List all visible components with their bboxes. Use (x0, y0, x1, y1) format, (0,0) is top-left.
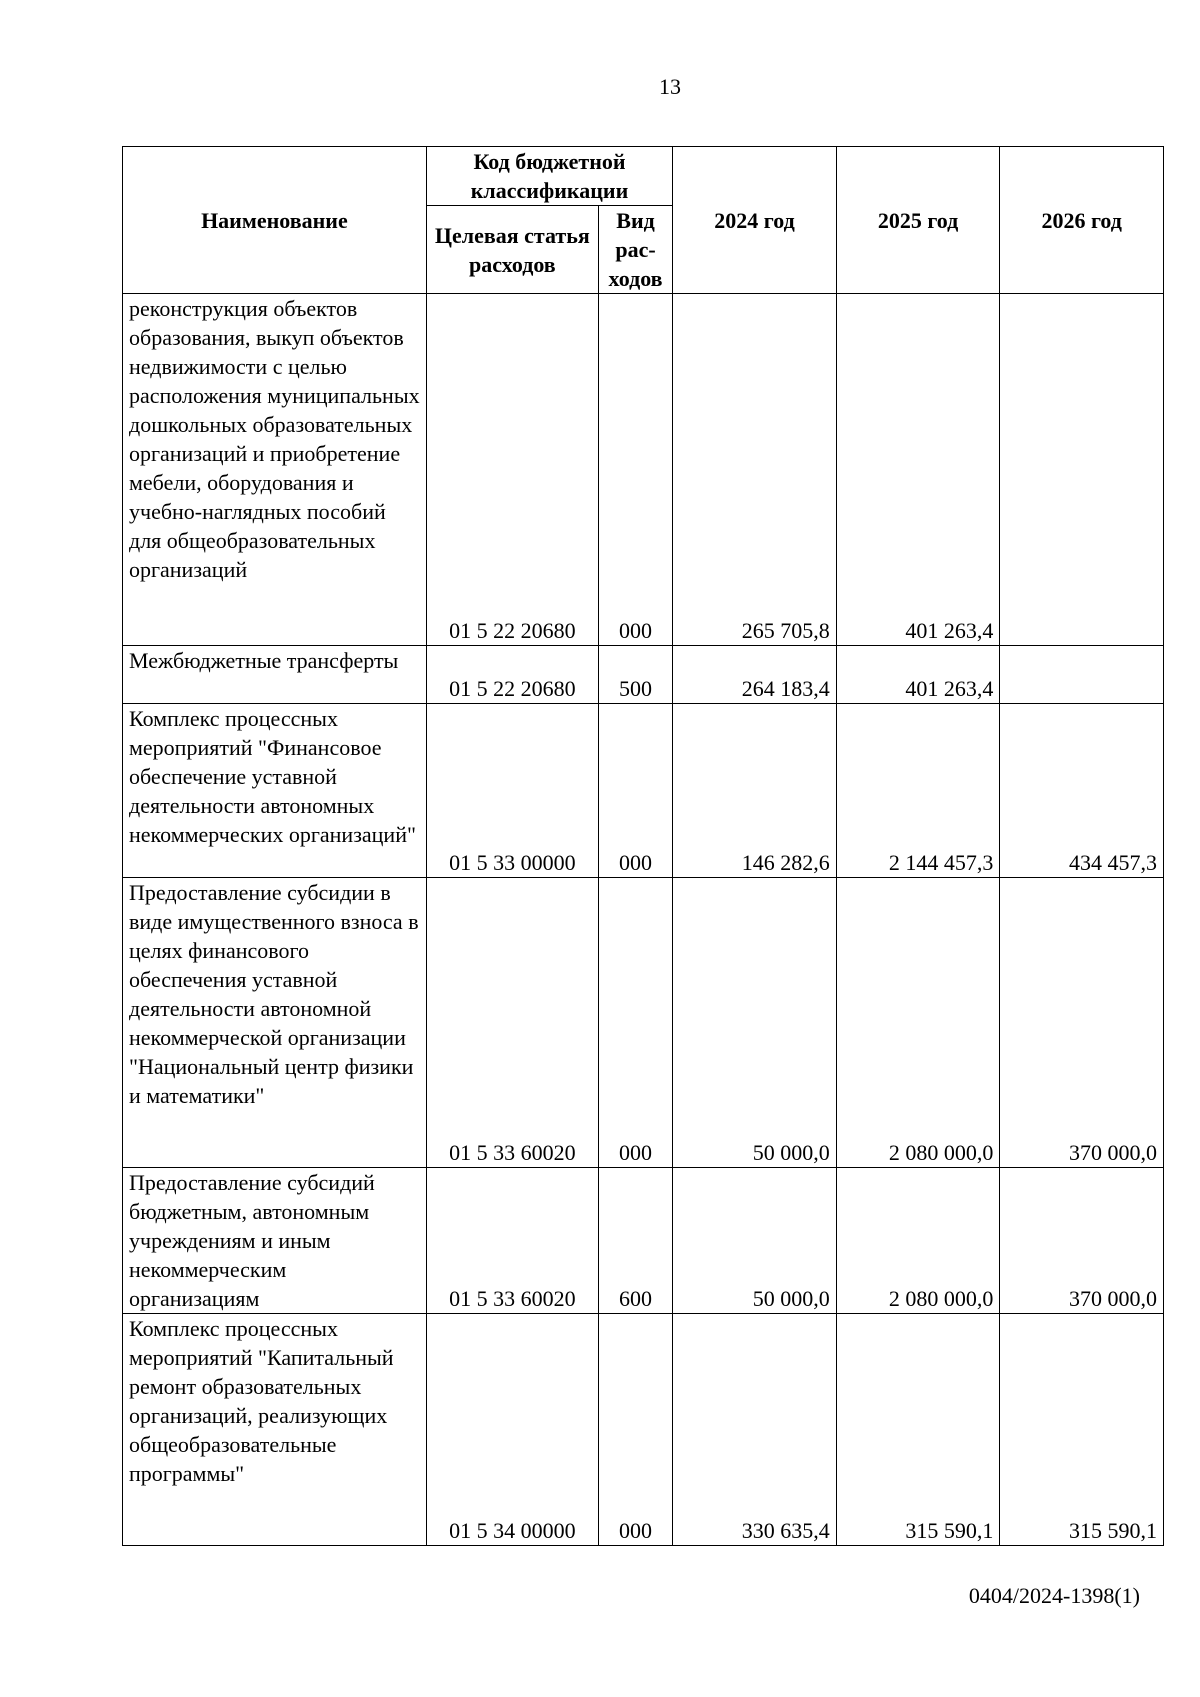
row-2026: 370 000,0 (1000, 1168, 1164, 1314)
row-2025: 2 080 000,0 (836, 878, 1000, 1168)
page-number: 13 (659, 74, 681, 99)
header-expense-type: Вид рас-ходов (598, 206, 672, 294)
row-vid: 000 (598, 294, 672, 646)
row-2024: 50 000,0 (673, 878, 837, 1168)
row-name: реконструкция объектов образования, выкуп объектов недвижимости с целью расположения муниципальных дошкольных образовательных организаций и приобретение мебели, оборудования и учебно-наглядных пособий для общеобразовательных организаций (123, 294, 427, 646)
row-vid: 000 (598, 1314, 672, 1546)
header-2026: 2026 год (1000, 147, 1164, 294)
row-2025: 2 144 457,3 (836, 704, 1000, 878)
row-2025: 401 263,4 (836, 294, 1000, 646)
header-target-article: Целевая статья расходов (426, 206, 598, 294)
row-code: 01 5 33 00000 (426, 704, 598, 878)
row-2026 (1000, 646, 1164, 704)
header-name: Наименование (123, 147, 427, 294)
row-name: Межбюджетные трансферты (123, 646, 427, 704)
row-2024: 50 000,0 (673, 1168, 837, 1314)
budget-table (122, 146, 1164, 1546)
header-kbk: Код бюджетной классификации (426, 147, 672, 206)
row-2024: 330 635,4 (673, 1314, 837, 1546)
row-name: Комплекс процессных мероприятий "Капитальный ремонт образовательных организаций, реализующих общеобразовательные программы" (123, 1314, 427, 1546)
row-2024: 146 282,6 (673, 704, 837, 878)
row-2025: 401 263,4 (836, 646, 1000, 704)
row-code: 01 5 22 20680 (426, 646, 598, 704)
row-2026 (1000, 294, 1164, 646)
row-code: 01 5 33 60020 (426, 1168, 598, 1314)
row-2026: 370 000,0 (1000, 878, 1164, 1168)
document-id: 0404/2024-1398(1) (968, 1583, 1140, 1608)
table-row (123, 1314, 1164, 1546)
row-2025: 2 080 000,0 (836, 1168, 1000, 1314)
row-code: 01 5 33 60020 (426, 878, 598, 1168)
row-2024: 264 183,4 (673, 646, 837, 704)
table-row (123, 294, 1164, 646)
table-row (123, 646, 1164, 704)
row-vid: 000 (598, 704, 672, 878)
table-row (123, 878, 1164, 1168)
row-name: Комплекс процессных мероприятий "Финансовое обеспечение уставной деятельности автономных некоммерческих организаций" (123, 704, 427, 878)
row-2026: 434 457,3 (1000, 704, 1164, 878)
header-2025: 2025 год (836, 147, 1000, 294)
row-code: 01 5 34 00000 (426, 1314, 598, 1546)
row-name: Предоставление субсидии в виде имущественного взноса в целях финансового обеспечения уставной деятельности автономной некоммерческой организации "Национальный центр физики и математики" (123, 878, 427, 1168)
row-name: Предоставление субсидий бюджетным, автономным учреждениям и иным некоммерческим организациям (123, 1168, 427, 1314)
header-2024: 2024 год (673, 147, 837, 294)
row-vid: 000 (598, 878, 672, 1168)
row-2026: 315 590,1 (1000, 1314, 1164, 1546)
row-code: 01 5 22 20680 (426, 294, 598, 646)
row-vid: 600 (598, 1168, 672, 1314)
table-row (123, 704, 1164, 878)
row-2025: 315 590,1 (836, 1314, 1000, 1546)
table-row (123, 1168, 1164, 1314)
row-2024: 265 705,8 (673, 294, 837, 646)
row-vid: 500 (598, 646, 672, 704)
